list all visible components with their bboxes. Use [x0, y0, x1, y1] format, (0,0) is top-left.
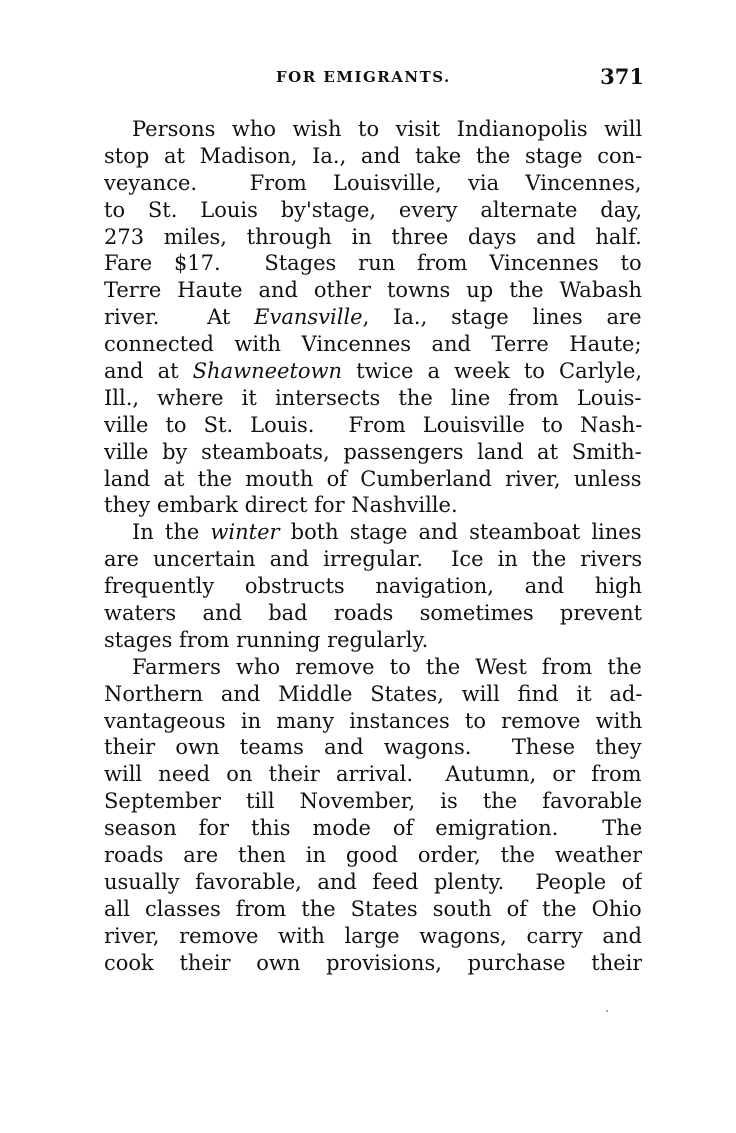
text-line-content: vantageous in many instances to remove with [104, 708, 642, 733]
text-line-content: season for this mode of emigration. The [104, 816, 642, 841]
text-line-content: stages from running regularly. [104, 627, 429, 652]
text-line-content: veyance. From Louisville, via Vincennes, [104, 170, 642, 195]
text-line [104, 546, 642, 573]
text-line-content: land at the mouth of Cumberland river, unless [104, 466, 642, 491]
text-line-content: frequently obstructs navigation, and high [104, 574, 642, 599]
italic-word: winter [210, 520, 280, 545]
text-line [104, 573, 642, 600]
text-line-content: stop at Madison, Ia., and take the stage con- [104, 143, 642, 168]
text-line-content: connected with Vincennes and Terre Haute; [104, 332, 642, 357]
text-line-content: both stage and steamboat lines [279, 520, 642, 545]
text-line-content: , Ia., stage lines are [362, 305, 642, 330]
text-line [104, 412, 642, 439]
text-line [104, 224, 642, 251]
text-line-content: they embark direct for Nashville. [104, 493, 458, 518]
text-line-content: Northern and Middle States, will find it ad- [104, 681, 642, 706]
page-header [104, 64, 644, 94]
text-line [104, 681, 642, 708]
text-line [104, 250, 642, 277]
text-line [104, 600, 642, 627]
text-line-content: Terre Haute and other towns up the Wabash [104, 278, 642, 303]
text-line [104, 815, 642, 842]
text-line [104, 654, 642, 681]
text-line-content: their own teams and wagons. These they [104, 735, 642, 760]
text-line [104, 950, 642, 977]
text-line-content: roads are then in good order, the weather [104, 843, 642, 868]
text-line [104, 304, 642, 331]
text-line [104, 439, 642, 466]
text-line-content: to St. Louis by'stage, every alternate day, [104, 197, 642, 222]
text-line [104, 170, 642, 197]
text-line [104, 734, 642, 761]
text-line [104, 842, 642, 869]
text-line [104, 197, 642, 224]
text-line-content: ville to St. Louis. From Louisville to Nash- [104, 412, 642, 437]
text-line [104, 896, 642, 923]
text-line [104, 331, 642, 358]
page-number: 371 [600, 64, 644, 89]
text-line-content: are uncertain and irregular. Ice in the rivers [104, 547, 642, 572]
running-head: FOR EMIGRANTS. [276, 68, 451, 86]
text-line [104, 788, 642, 815]
text-line-content: ville by steamboats, passengers land at Smith- [104, 439, 642, 464]
text-line-content: Farmers who remove to the West from the [132, 654, 642, 679]
text-line [104, 627, 642, 654]
italic-place-name: Shawneetown [192, 359, 343, 384]
text-line-content: waters and bad roads sometimes prevent [104, 601, 642, 626]
text-line-content: all classes from the States south of the Ohio [104, 896, 642, 921]
text-line [104, 923, 642, 950]
text-line-content: Fare $17. Stages run from Vincennes to [104, 251, 642, 276]
italic-place-name: Evansville [254, 305, 363, 330]
text-line-content: will need on their arrival. Autumn, or from [104, 762, 642, 787]
text-line [104, 143, 642, 170]
text-line [104, 277, 642, 304]
text-line [104, 358, 642, 385]
text-line [104, 466, 642, 493]
text-line [104, 869, 642, 896]
text-line-content: river. At [104, 305, 255, 330]
text-line [104, 708, 642, 735]
text-line-content: September till November, is the favorable [104, 789, 642, 814]
text-line-content: Ill., where it intersects the line from Louis- [104, 385, 642, 410]
text-line-content: In the [132, 520, 211, 545]
text-line-content: river, remove with large wagons, carry and [104, 923, 642, 948]
text-line-content: cook their own provisions, purchase their [104, 950, 642, 975]
body-text [104, 116, 642, 977]
text-line-content: usually favorable, and feed plenty. People of [104, 869, 642, 894]
text-line [104, 519, 642, 546]
text-line [104, 385, 642, 412]
text-line-content: twice a week to Carlyle, [342, 359, 642, 384]
paper-speck [606, 1010, 608, 1012]
text-line-content: and at [104, 359, 193, 384]
text-line [104, 116, 642, 143]
text-line-content: 273 miles, through in three days and half. [104, 224, 642, 249]
text-line [104, 761, 642, 788]
text-line-content: Persons who wish to visit Indianopolis will [132, 117, 642, 141]
text-line [104, 492, 642, 519]
